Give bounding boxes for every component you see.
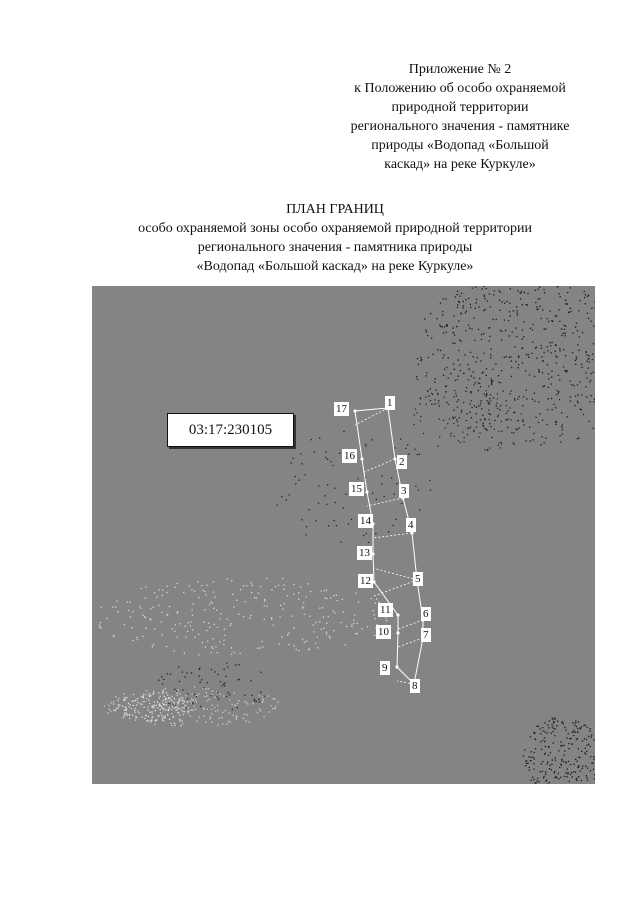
- boundary-point-label: 1: [387, 397, 393, 409]
- boundary-hatch: [398, 638, 423, 647]
- plan-subtitle-line: особо охраняемой зоны особо охраняемой природной территории: [138, 221, 532, 236]
- appendix-line: природы «Водопад «Большой: [371, 138, 549, 153]
- boundary-point: [360, 457, 363, 460]
- boundary-point-label: 5: [415, 573, 421, 585]
- boundary-point-label: 7: [423, 629, 429, 641]
- boundary-hatch: [373, 568, 417, 580]
- boundary-point-label: 6: [423, 608, 429, 620]
- boundary-hatch: [374, 580, 417, 596]
- boundary-point: [353, 409, 356, 412]
- boundary-point-label: 9: [382, 662, 388, 674]
- boundary-hatch: [367, 498, 403, 506]
- boundary-point-label: 14: [360, 515, 371, 527]
- boundary-point-label: 16: [344, 450, 355, 462]
- boundary-point-label: 12: [360, 575, 371, 587]
- boundary-point-label: 11: [380, 604, 391, 616]
- boundary-point-label: 10: [378, 626, 389, 638]
- plan-title-block: [60, 200, 610, 276]
- boundary-point: [396, 631, 399, 634]
- boundary-point: [396, 613, 399, 616]
- cadastral-code: 03:17:230105: [188, 422, 273, 438]
- appendix-line: к Положению об особо охраняемой: [354, 81, 566, 96]
- boundary-point-label: 3: [401, 485, 407, 497]
- plan-subtitle-line: «Водопад «Большой каскад» на реке Куркуле»: [196, 259, 474, 274]
- appendix-line: Приложение № 2: [408, 62, 512, 77]
- appendix-line: каскад» на реке Куркуле»: [384, 157, 536, 172]
- boundary-point-label: 17: [336, 403, 347, 415]
- boundary-hatch: [373, 533, 412, 538]
- boundary-point-label: 13: [359, 547, 370, 559]
- boundary-hatch: [398, 620, 423, 629]
- boundary-point-label: 2: [399, 456, 405, 468]
- map-graphics: [92, 286, 595, 784]
- boundary-point: [395, 665, 398, 668]
- cadastral-code-box: [167, 413, 294, 447]
- appendix-line: регионального значения - памятнике: [350, 119, 570, 134]
- boundary-point-label: 8: [412, 680, 418, 692]
- appendix-line: природной территории: [391, 100, 529, 115]
- plan-title: ПЛАН ГРАНИЦ: [286, 202, 384, 217]
- terrain-speckles: [99, 286, 595, 784]
- plan-subtitle-line: регионального значения - памятника природы: [197, 240, 473, 255]
- appendix-header: [330, 60, 590, 174]
- boundary-point-label: 15: [351, 483, 362, 495]
- boundary-hatch: [362, 459, 395, 473]
- boundary-point-label: 4: [408, 519, 414, 531]
- boundary-map: [92, 286, 595, 784]
- boundary-point: [365, 490, 368, 493]
